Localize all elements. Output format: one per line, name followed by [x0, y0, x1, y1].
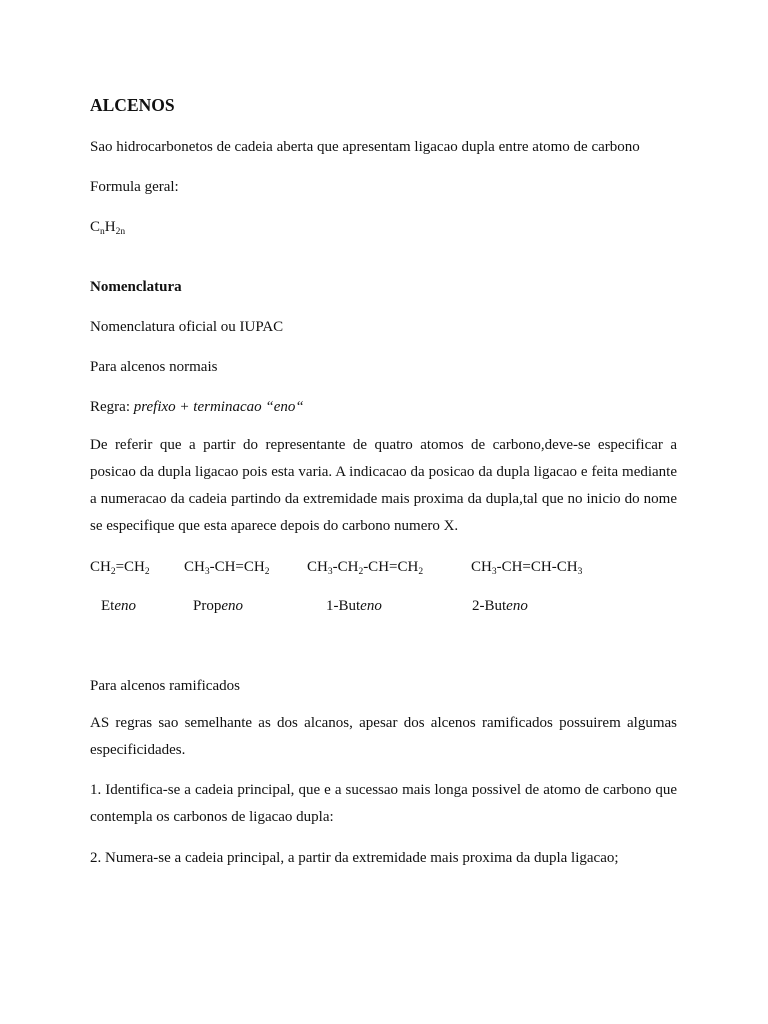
formula-part: =CH: [115, 559, 145, 575]
formula-c: C: [90, 219, 101, 235]
name-suffix: eno: [114, 598, 137, 614]
general-formula: [90, 218, 125, 236]
official-nomenclature-label: Nomenclatura oficial ou IUPAC: [90, 319, 284, 335]
formula-subscript: 3: [204, 567, 210, 577]
name-stem: 2-But: [472, 598, 507, 614]
example-name-1: [101, 597, 136, 615]
example-name-4: [472, 597, 528, 615]
formula-subscript: 2: [144, 567, 150, 577]
step-2: 2. Numera-se a cadeia principal, a partir da extremidade mais proxima da dupla ligacao;: [90, 850, 619, 866]
branched-paragraph: AS regras sao semelhante as dos alcanos, apesar dos alcenos ramificados possuirem algumas especificidades.: [90, 715, 677, 758]
formula-part: -CH=CH: [363, 559, 419, 575]
nomenclature-heading: Nomenclatura: [90, 279, 182, 295]
formula-subscript: 3: [491, 567, 497, 577]
name-stem: Prop: [193, 598, 222, 614]
rule-prefix: Regra:: [90, 399, 134, 415]
formula-part: -CH=CH-CH: [496, 559, 578, 575]
formula-subscript: 2: [264, 567, 270, 577]
rule-formula: prefixo + terminacao “eno“: [133, 399, 304, 415]
normal-alkenes-label: Para alcenos normais: [90, 359, 218, 375]
example-name-3: [326, 597, 382, 615]
definition-text: Sao hidrocarbonetos de cadeia aberta que apresentam ligacao dupla entre atomo de carbono: [90, 139, 640, 155]
example-formula-1: [90, 558, 150, 576]
formula-subscript: 2: [110, 567, 116, 577]
formula-h-sub: 2n: [115, 227, 126, 237]
formula-c-sub: n: [100, 227, 105, 237]
example-formula-3: [307, 558, 423, 576]
formula-subscript: 3: [327, 567, 333, 577]
example-formula-4: [471, 558, 582, 576]
formula-part: CH: [471, 559, 492, 575]
name-suffix: eno: [221, 598, 244, 614]
page-title: ALCENOS: [90, 95, 175, 115]
name-stem: 1-But: [326, 598, 361, 614]
formula-subscript: 2: [418, 567, 424, 577]
formula-subscript: 2: [358, 567, 364, 577]
step-1: 1. Identifica-se a cadeia principal, que e a sucessao mais longa possivel de atomo de carbono que contempla os carbonos de ligacao dupla:: [90, 782, 677, 825]
branched-alkenes-label: Para alcenos ramificados: [90, 678, 240, 694]
formula-part: CH: [184, 559, 205, 575]
example-formula-2: [184, 558, 269, 576]
name-suffix: eno: [360, 598, 382, 614]
formula-part: CH: [90, 559, 111, 575]
position-paragraph: De referir que a partir do representante de quatro atomos de carbono,deve-se especificar a posicao da dupla ligacao pois esta varia. A indicacao da posicao da dupla ligacao e feita mediante a numeracao da cadeia partindo da extremidade mais proxima da dupla,tal que no inicio do nome se especifique que esta aparece depois do carbono numero X.: [90, 437, 677, 534]
formula-part: CH: [307, 559, 328, 575]
example-name-2: [193, 597, 243, 615]
formula-h: H: [104, 219, 116, 235]
general-formula-label: Formula geral:: [90, 179, 179, 195]
formula-part: -CH=CH: [209, 559, 265, 575]
rule-line: [90, 398, 304, 416]
name-stem: Et: [101, 598, 115, 614]
formula-subscript: 3: [577, 567, 583, 577]
name-suffix: eno: [506, 598, 528, 614]
formula-part: -CH: [332, 559, 359, 575]
